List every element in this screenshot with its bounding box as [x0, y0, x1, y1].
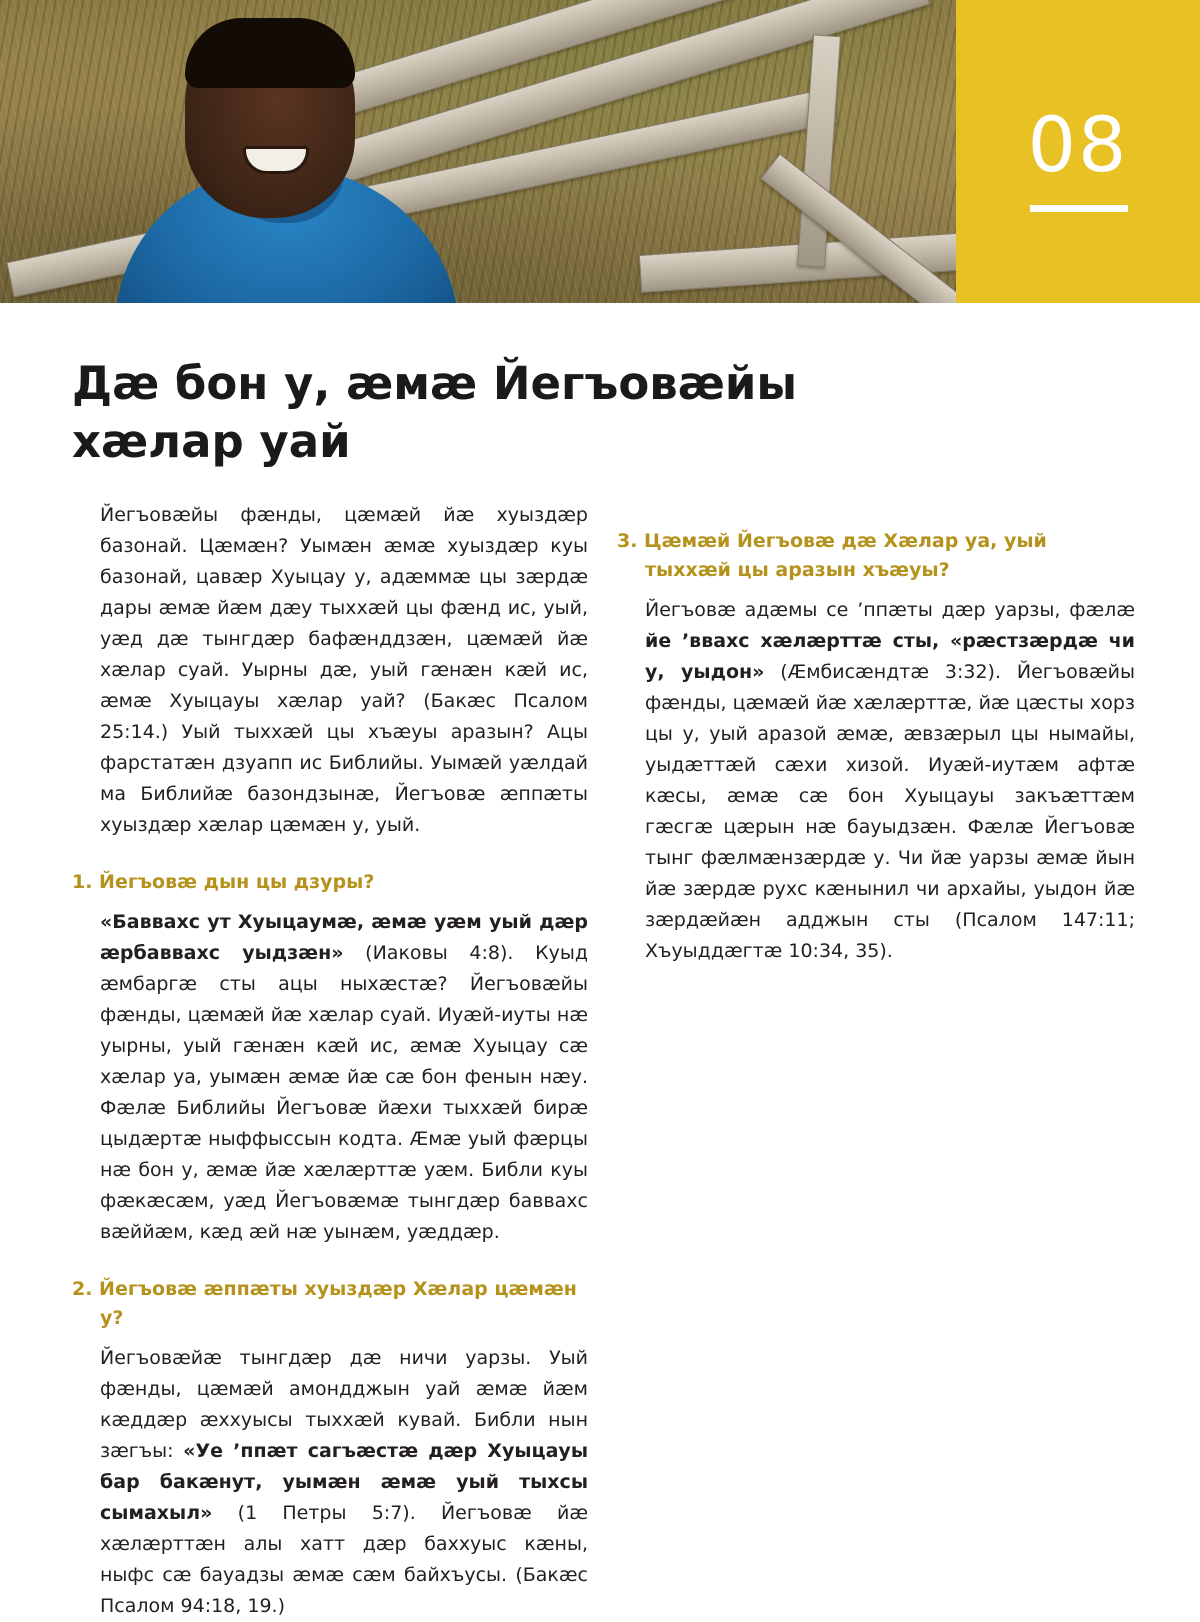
- question-2-paragraph: [100, 1343, 588, 1622]
- question-3-paragraph: [645, 595, 1135, 967]
- question-3-bold: йе ’ввахс хæлæрттæ сты, «рæстзæрдæ чи у, уыдон»: [645, 630, 1135, 683]
- question-1-paragraph: [100, 907, 588, 1248]
- question-2-heading: 2. Йегъовæ æппæты хуыздæр Хæлар цæмæн у?: [72, 1278, 577, 1329]
- question-3-text-b: (Æмбисæндтæ 3:32). Йегъовæйы фæнды, цæмæй йæ хæлæрттæ, йæ цæсты хорз цы у, уый аразой æмæ, æвзæрыл цы нымайы, уыдæттæй сæхи хизой. Иуæй-иутæм афтæ кæсы, æмæ сæ бон Хуыцауы закъæттæм гæсгæ цæрын нæ бауыдзæн. Фæлæ Йегъовæ тынг фæлмæнзæрдæ у. Чи йæ уарзы æмæ йын йæ зæрдæ рухс кæнынил чи архайы, уыдон йæ зæрдæйæн адджын сты (Псалом 147:11; Хъуыддæгтæ 10:34, 35).: [645, 661, 1135, 962]
- title-line-2: хæлар уай: [72, 415, 351, 468]
- question-3-text-a: Йегъовæ адæмы се ’ппæты дæр уарзы, фæлæ: [645, 599, 1135, 621]
- question-1-text: (Иаковы 4:8). Куыд æмбаргæ сты ацы ныхæстæ? Йегъовæйы фæнды, цæмæй йæ хæлар суай. Иуæй-иуты нæ уырны, уый гæнæн кæй ис, æмæ Хуыцау сæ хæлар уа, уымæн æмæ йæ сæ бон фенын нæу. Фæлæ Библийы Йегъовæ йæхи тыххæй бирæ цыдæртæ ныффыссын кодта. Æмæ уый фæрцы нæ бон у, æмæ йæ хæлæрттæ уæм. Библи куы фæкæсæм, уæд Йегъовæмæ тынгдæр баввахс вæййæм, кæд æй нæ уынæм, уæддæр.: [100, 942, 588, 1243]
- question-1-heading: 1. Йегъовæ дын цы дзуры?: [72, 871, 375, 893]
- left-column: [72, 500, 588, 1622]
- right-column: [617, 500, 1135, 967]
- question-2-text-a: Йегъовæйæ тынгдæр дæ ничи уарзы. Уый фæнды, цæмæй амондджын уай æмæ йæм кæддæр æххуысы тыххæй кувай. Библи нын зæгъы:: [100, 1347, 588, 1462]
- hair: [185, 18, 355, 88]
- question-2-text-b: (1 Петры 5:7). Йегъовæ йæ хæлæрттæн алы хатт дæр баххуыс кæны, ныфс сæ бауадзы æмæ сæм байхъусы. (Бакæс Псалом 94:18, 19.): [100, 1502, 588, 1617]
- badge-underline: [1030, 205, 1128, 212]
- lesson-title: [72, 355, 972, 471]
- header-photo: [0, 0, 956, 303]
- smiling-man-figure: [115, 18, 460, 303]
- question-2-quote: «Уе ’ппæт сагъæстæ дæр Хуыцауы бар бакæнут, уымæн æмæ уый тыхсы сымахыл»: [100, 1440, 588, 1524]
- lesson-number: 08: [1027, 100, 1129, 189]
- question-1-quote: «Баввахс ут Хуыцаумæ, æмæ уæм уый дæр æрбаввахс уыдзæн»: [100, 911, 588, 964]
- question-3-heading: 3. Цæмæй Йегъовæ дæ Хæлар уа, уый тыххæй цы аразын хъæуы?: [617, 530, 1047, 581]
- intro-paragraph: Йегъовæйы фæнды, цæмæй йæ хуыздæр базонай. Цæмæн? Уымæн æмæ хуыздæр куы базонай, цавæр Хуыцау у, адæммæ цы зæрдæ дары æмæ йæм дæу тыххæй цы фæнд ис, уый, уæд дæ тынгдæр бафæнддзæн, цæмæй йæ хæлар суай. Уырны дæ, уый гæнæн кæй ис, æмæ Хуыцауы хæлар уай? (Бакæс Псалом 25:14.) Уый тыххæй цы хъæуы аразын? Ацы фарстатæн дзуапп ис Библийы. Уымæй уæлдай ма Библийæ базондзынæ, Йегъовæ æппæты хуыздæр хæлар цæмæн у, уый.: [100, 504, 588, 836]
- title-line-1: Дæ бон у, æмæ Йегъовæйы: [72, 357, 798, 410]
- lesson-badge: [956, 0, 1200, 303]
